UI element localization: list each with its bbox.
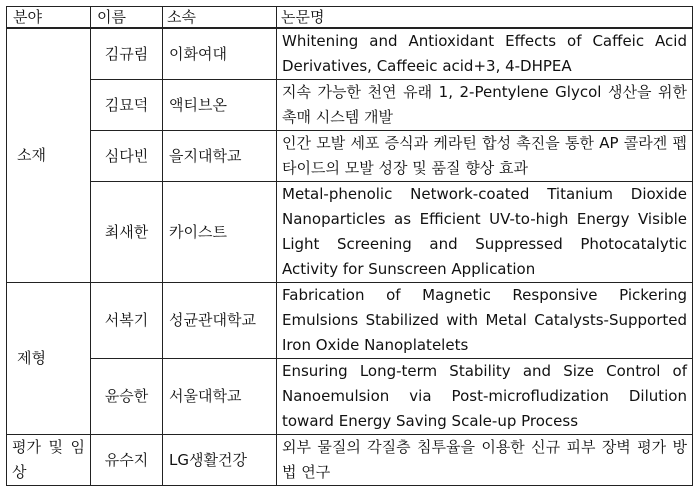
table-row xyxy=(7,131,693,182)
field-cell-materials: 소재 xyxy=(7,28,91,283)
award-paper-table xyxy=(6,6,693,486)
name-cell: 심다빈 xyxy=(91,131,163,182)
affiliation-cell: 을지대학교 xyxy=(163,131,277,182)
paper-title-cell: Fabrication of Magnetic Responsive Pickering Emulsions Stabilized with Metal Catalysts-Supported Iron Oxide Nanoplatelets xyxy=(277,283,693,359)
name-cell: 김묘덕 xyxy=(91,80,163,131)
name-cell: 서복기 xyxy=(91,283,163,359)
paper-title-cell: Whitening and Antioxidant Effects of Caffeic Acid Derivatives, Caffeeic acid+3, 4-DHPEA xyxy=(277,28,693,80)
paper-title-cell: 인간 모발 세포 증식과 케라틴 합성 촉진을 통한 AP 콜라겐 펩타이드의 모발 성장 및 품질 향상 효과 xyxy=(277,131,693,182)
name-cell: 윤승한 xyxy=(91,359,163,435)
header-field: 분야 xyxy=(7,7,91,29)
name-cell: 최새한 xyxy=(91,182,163,283)
header-row xyxy=(7,7,693,29)
table-row xyxy=(7,359,693,435)
header-affiliation: 소속 xyxy=(163,7,277,29)
field-cell-formulation: 제형 xyxy=(7,283,91,435)
table-row xyxy=(7,182,693,283)
affiliation-cell: 서울대학교 xyxy=(163,359,277,435)
table-row xyxy=(7,28,693,80)
table-row xyxy=(7,435,693,486)
affiliation-cell: 카이스트 xyxy=(163,182,277,283)
header-name: 이름 xyxy=(91,7,163,29)
paper-title-cell: Ensuring Long-term Stability and Size Control of Nanoemulsion via Post-microfludization Dilution toward Energy Saving Scale-up Process xyxy=(277,359,693,435)
affiliation-cell: LG생활건강 xyxy=(163,435,277,486)
affiliation-cell: 이화여대 xyxy=(163,28,277,80)
paper-title-cell: Metal-phenolic Network-coated Titanium Dioxide Nanoparticles as Efficient UV-to-high Energy Visible Light Screening and Suppressed Photocatalytic Activity for Sunscreen Application xyxy=(277,182,693,283)
header-paper-title: 논문명 xyxy=(277,7,693,29)
table-row xyxy=(7,283,693,359)
paper-title-cell: 지속 가능한 천연 유래 1, 2-Pentylene Glycol 생산을 위한 촉매 시스템 개발 xyxy=(277,80,693,131)
field-cell-evaluation: 평가 및 임상 xyxy=(7,435,91,486)
paper-title-cell: 외부 물질의 각질층 침투율을 이용한 신규 피부 장벽 평가 방법 연구 xyxy=(277,435,693,486)
name-cell: 김규림 xyxy=(91,28,163,80)
name-cell: 유수지 xyxy=(91,435,163,486)
affiliation-cell: 성균관대학교 xyxy=(163,283,277,359)
affiliation-cell: 액티브온 xyxy=(163,80,277,131)
table-row xyxy=(7,80,693,131)
